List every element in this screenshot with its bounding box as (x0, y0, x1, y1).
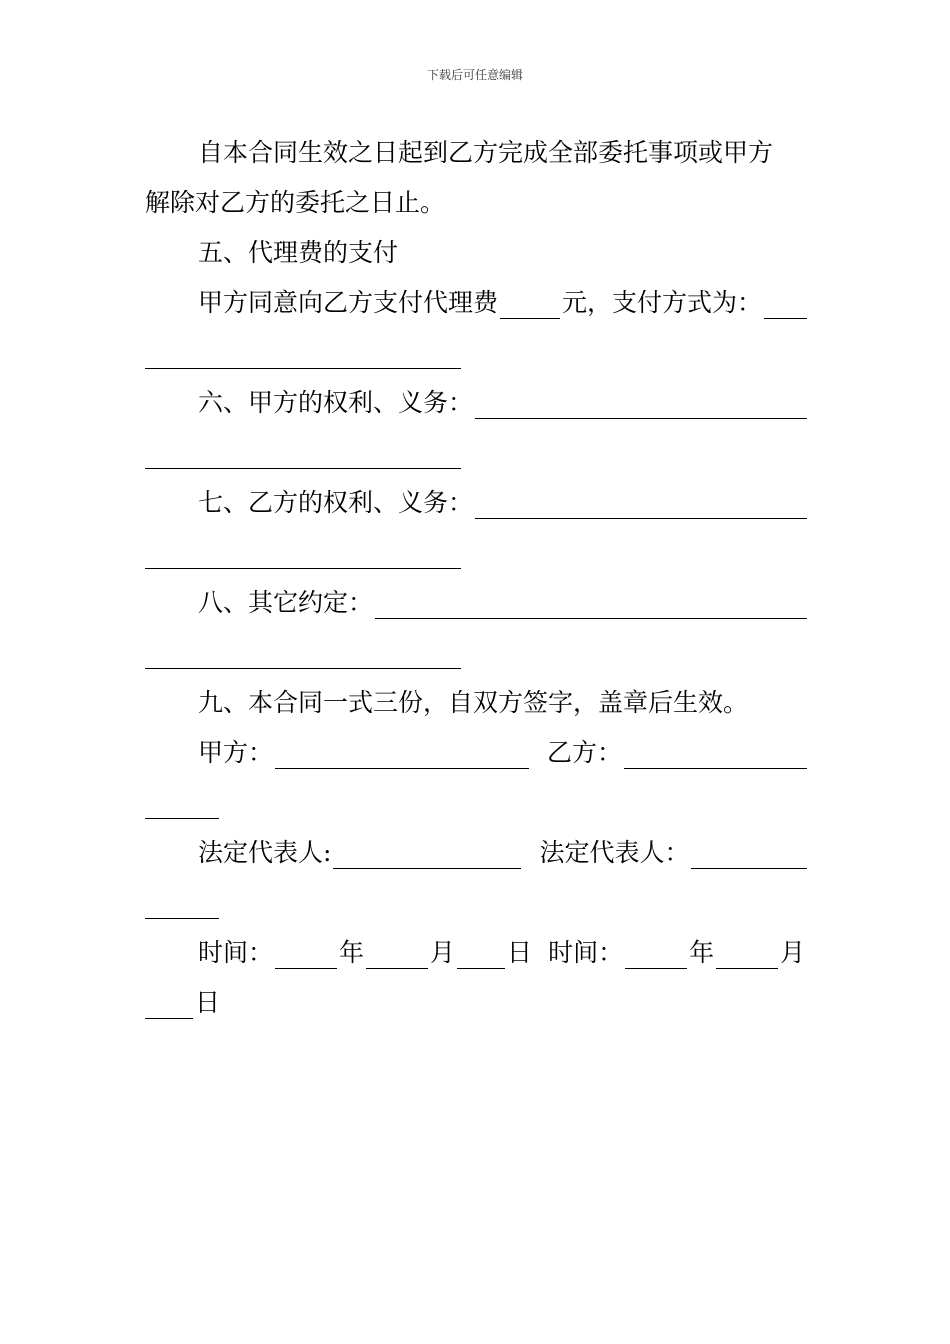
time-label-a: 时间： (198, 938, 274, 967)
party-b-label: 乙方： (547, 738, 623, 767)
party-b-rights-blank[interactable] (475, 488, 807, 519)
section6-title: 六、甲方的权利、义务： (198, 388, 474, 417)
section7-title: 七、乙方的权利、义务： (198, 488, 474, 517)
party-b-rights-blank-cont[interactable] (145, 538, 461, 569)
section5-text-a: 甲方同意向乙方支付代理费 (198, 288, 499, 317)
day-a-label: 日 (507, 938, 533, 967)
rep-a-label: 法定代表人: (198, 838, 332, 867)
date-sign-line (145, 928, 807, 978)
section6-continuation (145, 428, 807, 478)
time-label-b: 时间： (548, 938, 624, 967)
month-b-label: 月 (780, 938, 806, 967)
page-header: 下载后可任意编辑 (426, 68, 523, 82)
section9-text: 九、本合同一式三份，自双方签字，盖章后生效。 (198, 688, 749, 717)
other-terms-blank[interactable] (375, 588, 807, 619)
section9-line (145, 678, 807, 728)
contract-body (145, 128, 807, 1028)
section7-continuation (145, 528, 807, 578)
party-a-rights-blank[interactable] (475, 388, 807, 419)
term-line-1 (145, 128, 807, 178)
rep-b-label: 法定代表人： (539, 838, 690, 867)
rep-b-blank[interactable] (691, 838, 807, 869)
year-b-blank[interactable] (625, 938, 687, 969)
day-a-blank[interactable] (457, 938, 505, 969)
date-sign-continuation (145, 978, 807, 1028)
party-sign-line (145, 728, 807, 778)
month-a-label: 月 (430, 938, 456, 967)
party-sign-continuation (145, 778, 807, 828)
rep-a-blank[interactable] (333, 838, 521, 869)
rep-sign-line (145, 828, 807, 878)
section5-text-b: 元，支付方式为： (562, 288, 763, 317)
section7-line (145, 478, 807, 528)
term-text-1: 自本合同生效之日起到乙方完成全部委托事项或甲方 (198, 138, 774, 167)
payment-method-blank-cont[interactable] (145, 338, 461, 369)
section5-line (145, 278, 807, 328)
term-line-2 (145, 178, 807, 228)
party-a-rights-blank-cont[interactable] (145, 438, 461, 469)
month-a-blank[interactable] (366, 938, 428, 969)
year-b-label: 年 (689, 938, 715, 967)
section5-continuation (145, 328, 807, 378)
party-b-blank[interactable] (624, 738, 807, 769)
section5-heading (145, 228, 807, 278)
section6-line (145, 378, 807, 428)
day-b-label: 日 (195, 988, 221, 1017)
month-b-blank[interactable] (716, 938, 778, 969)
section8-line (145, 578, 807, 628)
other-terms-blank-cont[interactable] (145, 638, 461, 669)
section8-title: 八、其它约定： (198, 588, 374, 617)
payment-method-blank[interactable] (764, 288, 807, 319)
year-a-blank[interactable] (275, 938, 337, 969)
term-text-2: 解除对乙方的委托之日止。 (145, 188, 446, 217)
fee-amount-blank[interactable] (500, 288, 560, 319)
rep-sign-continuation (145, 878, 807, 928)
party-b-blank-cont[interactable] (145, 788, 219, 819)
party-a-label: 甲方： (198, 738, 274, 767)
party-a-blank[interactable] (275, 738, 529, 769)
section8-continuation (145, 628, 807, 678)
year-a-label: 年 (339, 938, 365, 967)
section5-title: 五、代理费的支付 (198, 238, 399, 267)
day-b-blank[interactable] (145, 988, 193, 1019)
rep-b-blank-cont[interactable] (145, 888, 219, 919)
